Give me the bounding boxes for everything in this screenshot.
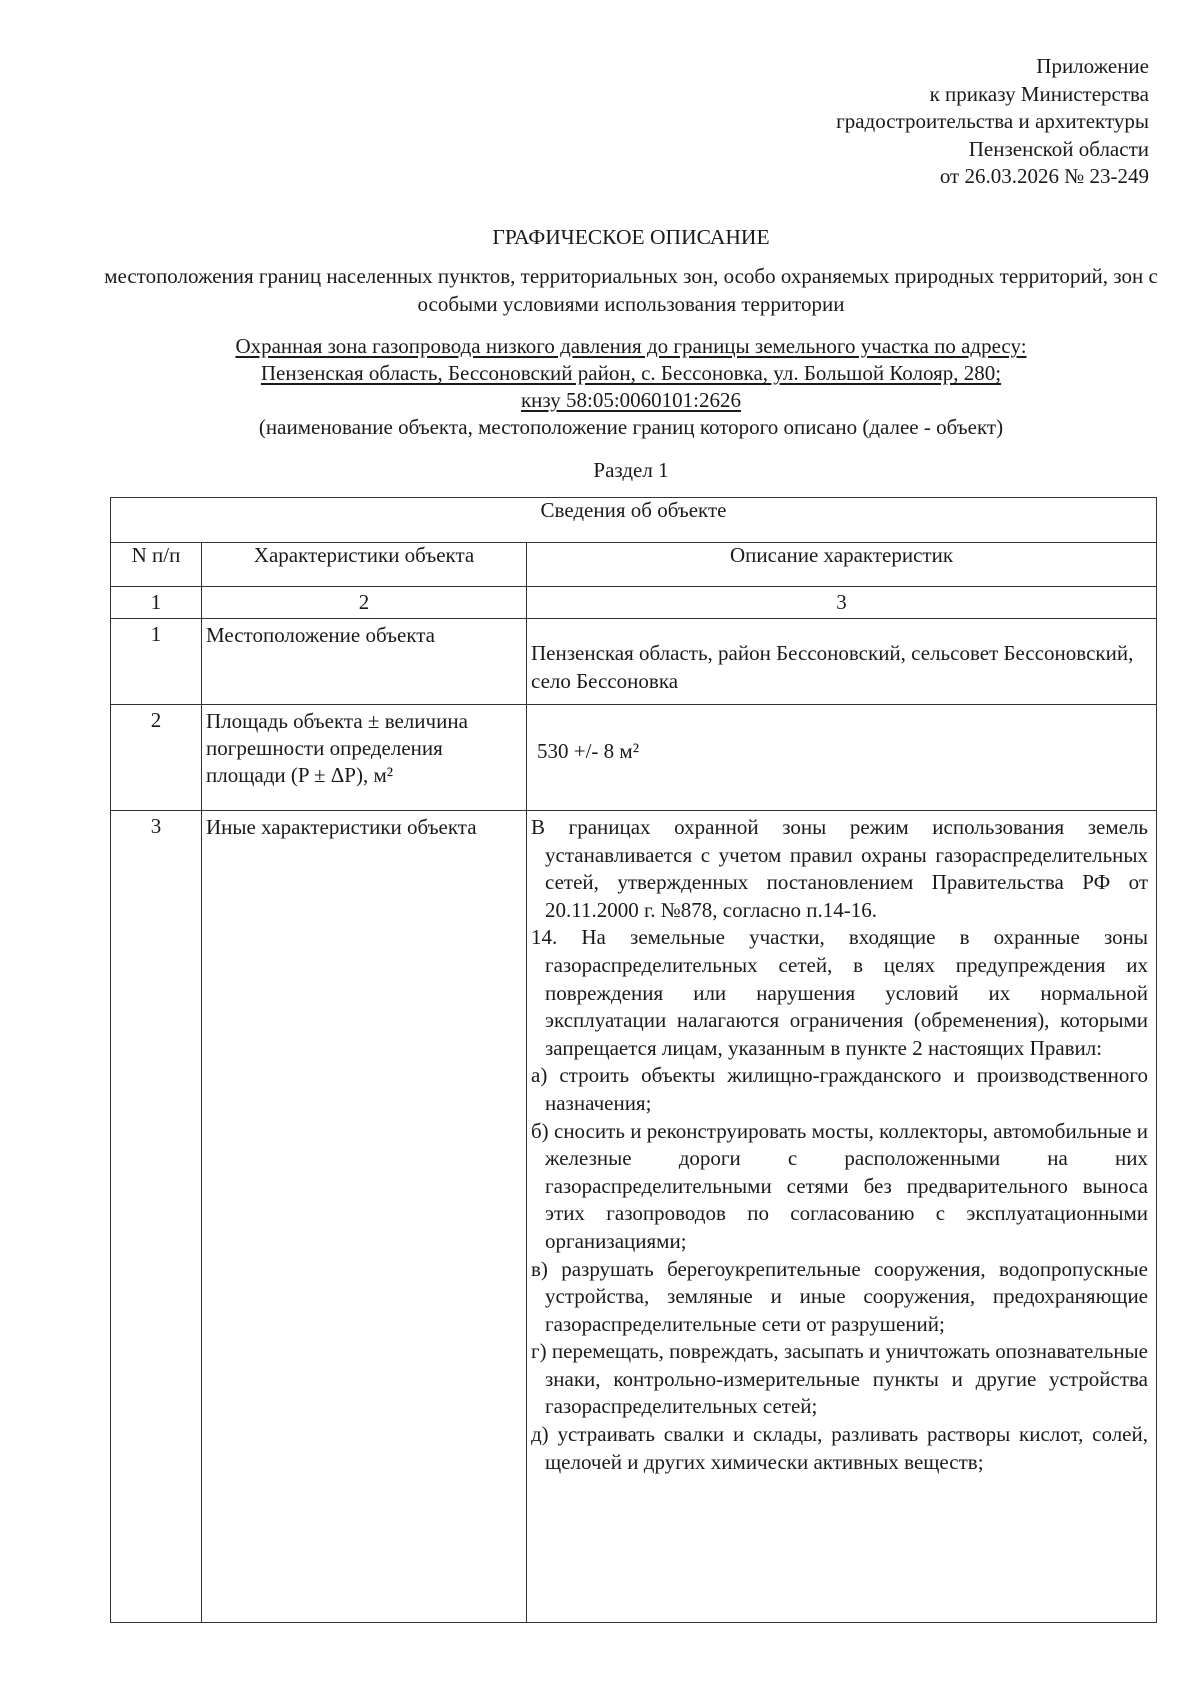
object-name-caption: (наименование объекта, местоположение границ которого описано (далее - объект) xyxy=(258,415,1004,439)
document-subtitle: местоположения границ населенных пунктов, территориальных зон, особо охраняемых природных территорий, зон с особыми условиями использования территории xyxy=(104,264,1158,316)
row-number: 2 xyxy=(111,705,202,811)
restriction-item: д) устраивать свалки и склады, разливать растворы кислот, солей, щелочей и других химически активных веществ; xyxy=(531,1422,1148,1474)
object-name-line: Охранная зона газопровода низкого давления до границы земельного участка по адресу: xyxy=(235,334,1027,358)
column-number: 1 xyxy=(111,587,202,619)
row-description xyxy=(527,619,1157,705)
restrictions-paragraph-14: 14. На земельные участки, входящие в охранные зоны газораспределительных сетей, в целях предупреждения их повреждения или нарушения условий их нормальной эксплуатации налагаются ограничения (обременения), которыми запрещается лицам, указанным в пункте 2 настоящих Правил: xyxy=(531,925,1148,1060)
appendix-line: к приказу Министерства xyxy=(929,81,1149,106)
column-header-description: Описание характеристик xyxy=(527,543,1157,587)
appendix-order-date: от 26.03.2026 № 23-249 xyxy=(939,164,1149,188)
column-number: 3 xyxy=(527,587,1157,619)
area-value: 530 +/- 8 м² xyxy=(537,739,640,763)
column-header-characteristic: Характеристики объекта xyxy=(202,543,527,587)
appendix-line: Пензенской области xyxy=(968,136,1149,161)
restriction-item: а) строить объекты жилищно-гражданского и производственного назначения; xyxy=(531,1063,1148,1115)
row-characteristic: Иные характеристики объекта xyxy=(202,811,527,1623)
row-description xyxy=(527,705,1157,811)
appendix-line: градостроительства и архитектуры xyxy=(836,109,1149,133)
row-number: 1 xyxy=(111,619,202,705)
column-number: 2 xyxy=(202,587,527,619)
restrictions-intro: В границах охранной зоны режим использования земель устанавливается с учетом правил охраны газораспределительных сетей, утвержденных постановлением Правительства РФ от 20.11.2000 г. №878, согласно п.14-16. xyxy=(531,815,1148,922)
object-info-table xyxy=(110,497,1157,1623)
object-cadastral-line: кнзу 58:05:0060101:2626 xyxy=(520,388,742,412)
restriction-item: б) сносить и реконструировать мосты, коллекторы, автомобильные и железные дороги с расположенными на них газораспределительными сетями без предварительного выноса этих газопроводов по согласованию с эксплуатационными организациями; xyxy=(531,1118,1148,1253)
location-value: Пензенская область, район Бессоновский, сельсовет Бессоновский, село Бессоновка xyxy=(531,641,1134,693)
table-caption: Сведения об объекте xyxy=(111,498,1157,543)
appendix-line: Приложение xyxy=(1036,54,1149,78)
row-characteristic: Местоположение объекта xyxy=(202,619,527,705)
row-characteristic: Площадь объекта ± величина погрешности определения площади (P ± ΔP), м² xyxy=(202,705,527,811)
object-address-line: Пензенская область, Бессоновский район, с. Бессоновка, ул. Большой Колояр, 280; xyxy=(260,361,1002,385)
table-row xyxy=(111,811,1157,1623)
row-number: 3 xyxy=(111,811,202,1623)
restriction-item: в) разрушать берегоукрепительные сооружения, водопропускные устройства, земляные и иные сооружения, предохраняющие газораспределительные сети от разрушений; xyxy=(531,1256,1148,1336)
table-row xyxy=(111,619,1157,705)
object-name-block xyxy=(103,333,1159,441)
table-row xyxy=(111,705,1157,811)
row-description xyxy=(527,811,1157,1623)
document-title: ГРАФИЧЕСКОЕ ОПИСАНИЕ xyxy=(492,225,770,249)
column-header-number: N п/п xyxy=(111,543,202,587)
restriction-item: г) перемещать, повреждать, засыпать и уничтожать опознавательные знаки, контрольно-измерительные пункты и другие устройства газораспределительных сетей; xyxy=(531,1339,1148,1419)
appendix-header xyxy=(836,53,1149,191)
section-label: Раздел 1 xyxy=(593,458,669,482)
